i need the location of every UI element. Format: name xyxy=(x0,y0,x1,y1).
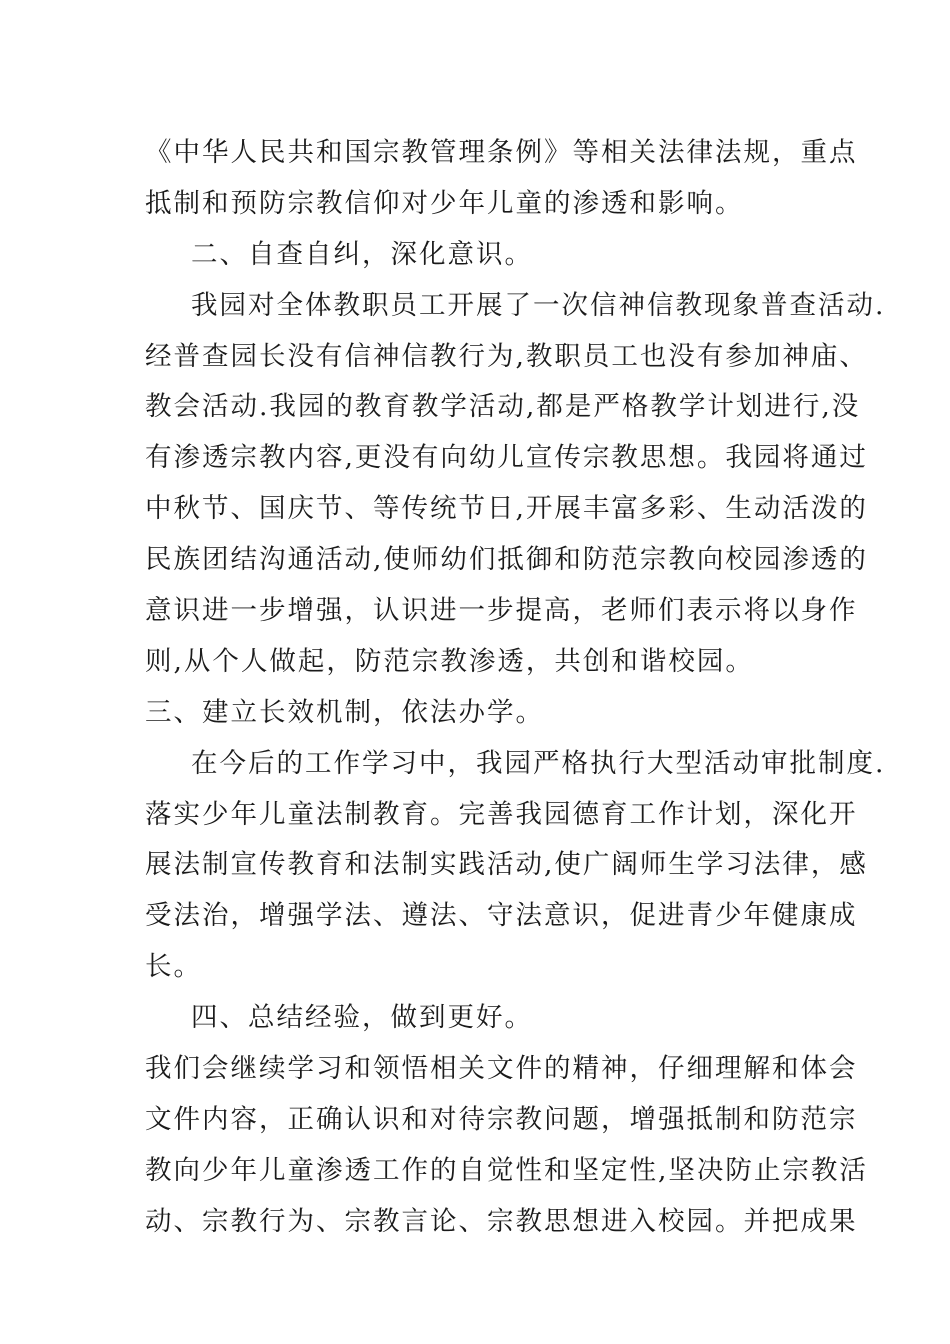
text-line: 在今后的工作学习中，我园严格执行大型活动审批制度. xyxy=(191,747,886,779)
section-heading: 三、建立长效机制，依法办学。 xyxy=(145,696,544,728)
section-heading: 二、自查自纠，深化意识。 xyxy=(191,238,533,270)
text-line: 中秋节、国庆节、等传统节日,开展丰富多彩、生动活泼的 xyxy=(145,493,868,525)
text-line: 民族团结沟通活动,使师幼们抵御和防范宗教向校园渗透的 xyxy=(145,544,868,576)
text-line: 则,从个人做起，防范宗教渗透，共创和谐校园。 xyxy=(145,645,754,677)
text-line: 展法制宣传教育和法制实践活动,使广阔师生学习法律，感 xyxy=(145,849,868,881)
section-heading: 四、总结经验，做到更好。 xyxy=(191,1002,533,1034)
text-line: 文件内容，正确认识和对待宗教问题，增强抵制和防范宗 xyxy=(145,1103,858,1135)
text-line: 我们会继续学习和领悟相关文件的精神，仔细理解和体会 xyxy=(145,1053,858,1085)
text-line: 受法治，增强学法、遵法、守法意识，促进青少年健康成 xyxy=(145,900,858,932)
text-line: 有渗透宗教内容,更没有向幼儿宣传宗教思想。我园将通过 xyxy=(145,442,868,474)
text-line: 落实少年儿童法制教育。完善我园德育工作计划，深化开 xyxy=(145,798,858,830)
text-line: 长。 xyxy=(145,951,202,983)
text-line: 动、宗教行为、宗教言论、宗教思想进入校园。并把成果 xyxy=(145,1205,858,1237)
text-line: 教向少年儿童渗透工作的自觉性和坚定性,坚决防止宗教活 xyxy=(145,1154,868,1186)
text-line: 意识进一步增强，认识进一步提高，老师们表示将以身作 xyxy=(145,595,858,627)
text-line: 抵制和预防宗教信仰对少年儿童的渗透和影响。 xyxy=(145,187,744,219)
text-line: 《中华人民共和国宗教管理条例》等相关法律法规，重点 xyxy=(145,137,858,168)
text-line: 经普查园长没有信神信教行为,教职员工也没有参加神庙、 xyxy=(145,340,868,372)
text-line: 教会活动.我园的教育教学活动,都是严格教学计划进行,没 xyxy=(145,391,861,423)
document-body xyxy=(145,128,886,1248)
text-line: 我园对全体教职员工开展了一次信神信教现象普查活动. xyxy=(191,289,886,321)
